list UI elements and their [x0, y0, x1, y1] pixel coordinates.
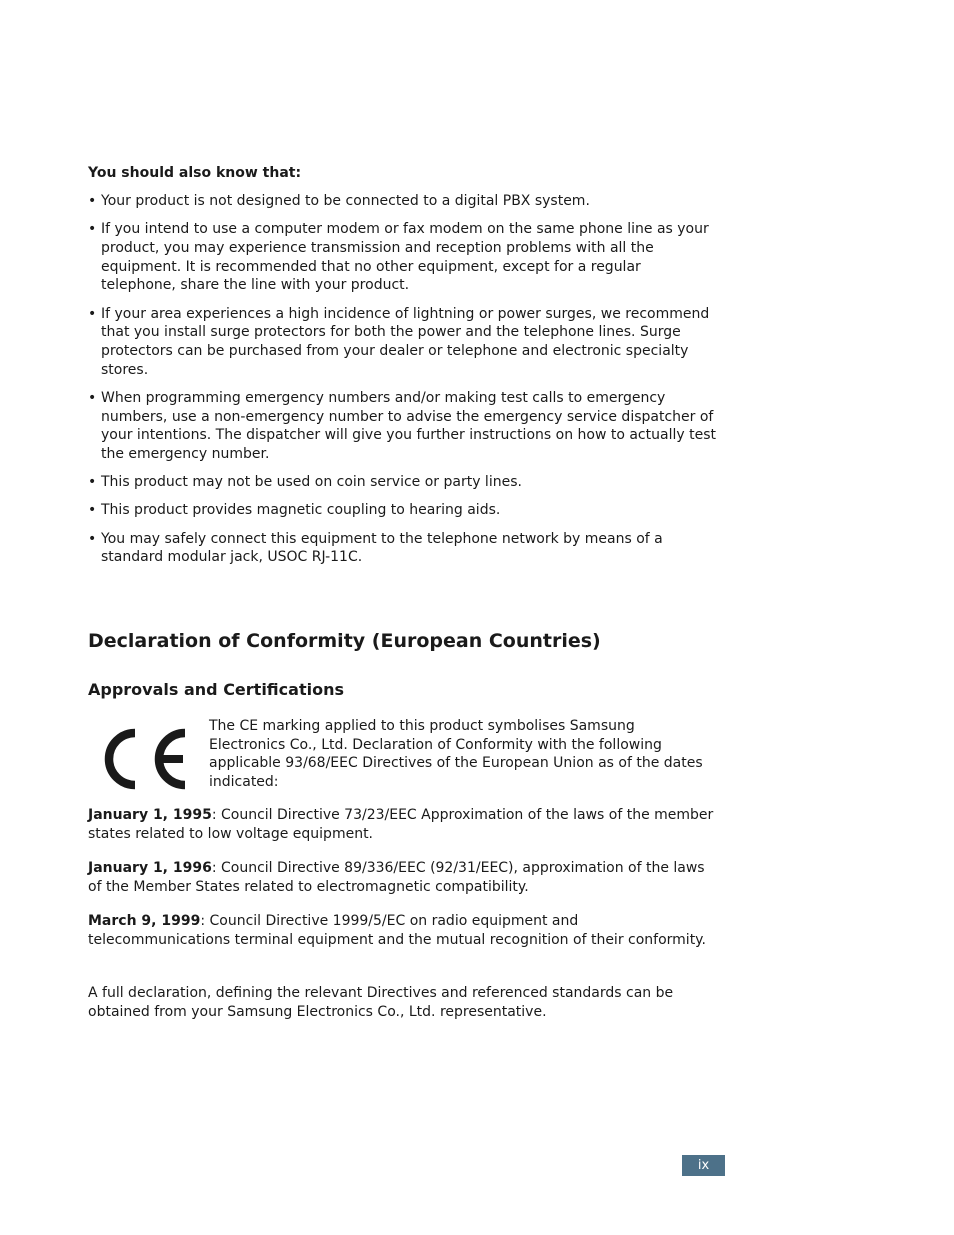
directive-text: : Council Directive 1999/5/EC on radio equipment and telecommunications terminal equipment and the mutual recognition of their conformity.	[88, 913, 706, 948]
directive-date: January 1, 1996	[88, 860, 212, 876]
list-item-text: If you intend to use a computer modem or fax modem on the same phone line as your product, you may experience transmission and reception problems with all the equipment. It is recommended that no other equipment, except for a regular telephone, share the line with your product.	[101, 221, 709, 294]
page-number: ix	[682, 1155, 725, 1176]
bullet-icon: •	[88, 221, 97, 238]
section-title: Declaration of Conformity (European Countries)	[88, 630, 601, 652]
bullet-icon: •	[88, 389, 97, 406]
directive-entry	[88, 912, 718, 949]
bullet-icon: •	[88, 305, 97, 322]
list-item-text: Your product is not designed to be connected to a digital PBX system.	[101, 193, 590, 209]
bullet-icon: •	[88, 474, 97, 491]
subsection-title: Approvals and Certifications	[88, 680, 344, 699]
know-heading: You should also know that:	[88, 165, 302, 181]
list-item-text: If your area experiences a high incidence of lightning or power surges, we recommend that you install surge protectors for both the power and the telephone lines. Surge protectors can be purchased from your dealer or telephone and electronic specialty stores.	[101, 305, 710, 378]
directive-entry	[88, 806, 718, 843]
bullet-icon: •	[88, 502, 97, 519]
bullet-icon: •	[88, 193, 97, 209]
list-item	[88, 192, 718, 211]
ce-description: The CE marking applied to this product symbolises Samsung Electronics Co., Ltd. Declaration of Conformity with the following applicable 93/68/EEC Directives of the European Union as of the dates indicated:	[209, 718, 703, 791]
closing-paragraph: A full declaration, defining the relevant Directives and referenced standards can be obtained from your Samsung Electronics Co., Ltd. representative.	[88, 985, 674, 1020]
list-item	[88, 501, 718, 520]
list-item	[88, 220, 718, 295]
directive-date: January 1, 1995	[88, 807, 212, 823]
list-item-text: This product provides magnetic coupling to hearing aids.	[101, 502, 501, 519]
list-item	[88, 305, 718, 380]
list-item-text: This product may not be used on coin service or party lines.	[101, 474, 522, 491]
ce-logo-icon	[96, 726, 188, 792]
list-item	[88, 530, 718, 567]
list-item-text: You may safely connect this equipment to the telephone network by means of a standard modular jack, USOC RJ-11C.	[101, 530, 663, 566]
directive-text: : Council Directive 89/336/EEC (92/31/EEC), approximation of the laws of the Member States related to electromagnetic compatibility.	[88, 860, 705, 895]
directive-entry	[88, 859, 718, 896]
list-item-text: When programming emergency numbers and/or making test calls to emergency numbers, use a non-emergency number to advise the emergency service dispatcher of your intentions. The dispatcher will give you further instructions on how to actually test the emergency number.	[101, 389, 716, 462]
bullet-icon: •	[88, 530, 97, 547]
list-item	[88, 389, 718, 464]
list-item	[88, 473, 718, 492]
directive-text: : Council Directive 73/23/EEC Approximation of the laws of the member states related to low voltage equipment.	[88, 807, 714, 842]
directive-date: March 9, 1999	[88, 913, 201, 929]
advice-list	[88, 192, 718, 576]
